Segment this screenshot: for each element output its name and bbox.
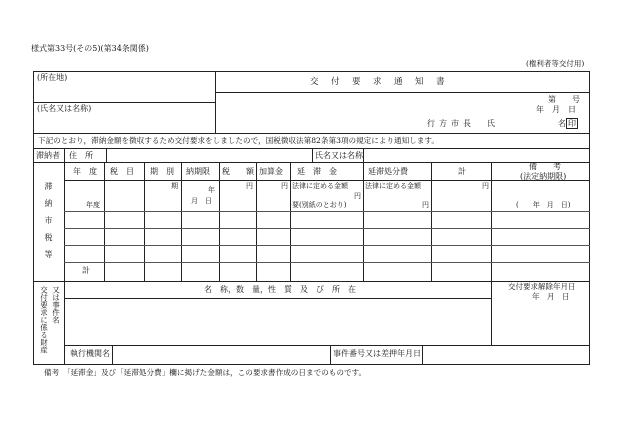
- tax-amount-yen: 円: [246, 182, 253, 190]
- due-month-day-unit: 月 日: [191, 197, 212, 205]
- form-number: 様式第33号(その5)(第34条関係): [31, 44, 149, 53]
- period-header: 期 別: [150, 167, 174, 176]
- footer-note: 備考 「延滞金」及び「延滞処分費」欄に掲げた金額は，この要求書作成の日までのものです。: [44, 368, 367, 377]
- delinquent-tax-side-label: 滞納市税等: [44, 182, 53, 267]
- period-unit: 期: [171, 182, 178, 190]
- form-type: (権利者等交付用): [526, 59, 585, 68]
- property-side-label: 交付要求に係る財産: [39, 286, 49, 354]
- form-title: 交 付 要 求 通 知 書: [310, 77, 447, 87]
- total-header: 計: [458, 167, 466, 176]
- due-year-unit: 年: [208, 186, 215, 194]
- number-label: 第 号: [548, 95, 580, 104]
- disposal-note: 法律に定める金額: [365, 182, 421, 190]
- additional-yen: 円: [281, 182, 288, 190]
- release-date-label: 交付要求解除年月日: [508, 282, 576, 291]
- remarks-date: ( 年 月 日): [516, 201, 571, 209]
- total-row-label: 計: [82, 266, 90, 275]
- late-fee-yen: 円: [354, 192, 361, 200]
- tax-amount-header: 税 額: [222, 167, 254, 176]
- agency-label: 執行機関名: [70, 349, 110, 358]
- location-label: (所在地): [37, 73, 68, 82]
- case-number-label: 事件番号又は差押年月日: [333, 349, 421, 358]
- delinquent-name-label: 氏名又は名称: [315, 151, 363, 160]
- late-fee-attachment-note: 要(別紙のとおり): [292, 201, 347, 209]
- total-yen: 円: [482, 182, 489, 190]
- form-frame: [33, 71, 590, 365]
- issuer-label: 行方市長 氏: [427, 119, 499, 128]
- date-label: 年 月 日: [536, 105, 576, 114]
- late-fee-note: 法律に定める金額: [292, 182, 348, 190]
- disposal-cost-header: 延滞処分費: [368, 167, 408, 176]
- tax-item-header: 税 目: [110, 167, 134, 176]
- property-side-label-2: 又は事件名: [51, 286, 61, 324]
- remarks-header: 備 考: [529, 162, 561, 171]
- delinquent-label: 滞納者: [36, 151, 60, 160]
- disposal-yen: 円: [422, 201, 429, 209]
- notice-text: 下記のとおり，滞納金額を徴収するため交付要求をしましたので，国税徴収法第82条第3項の規定により通知します。: [38, 136, 440, 145]
- address-label: 住 所: [69, 151, 93, 160]
- issuer-name-label: 名 印: [558, 119, 576, 128]
- property-header: 名 称，数 量，性 質 及 び 所 在: [204, 285, 356, 294]
- additional-tax-header: 加算金: [259, 167, 283, 176]
- late-fee-header: 延 滞 金: [297, 167, 337, 176]
- statutory-deadline-header: (法定納期限): [520, 172, 567, 181]
- release-date-value: 年 月 日: [532, 292, 570, 301]
- due-date-header: 納期限: [186, 167, 210, 176]
- year-unit: 年度: [86, 201, 100, 209]
- seal-mark: 印: [568, 119, 576, 128]
- year-header: 年 度: [73, 167, 97, 176]
- name-label: (氏名又は名称): [37, 104, 92, 113]
